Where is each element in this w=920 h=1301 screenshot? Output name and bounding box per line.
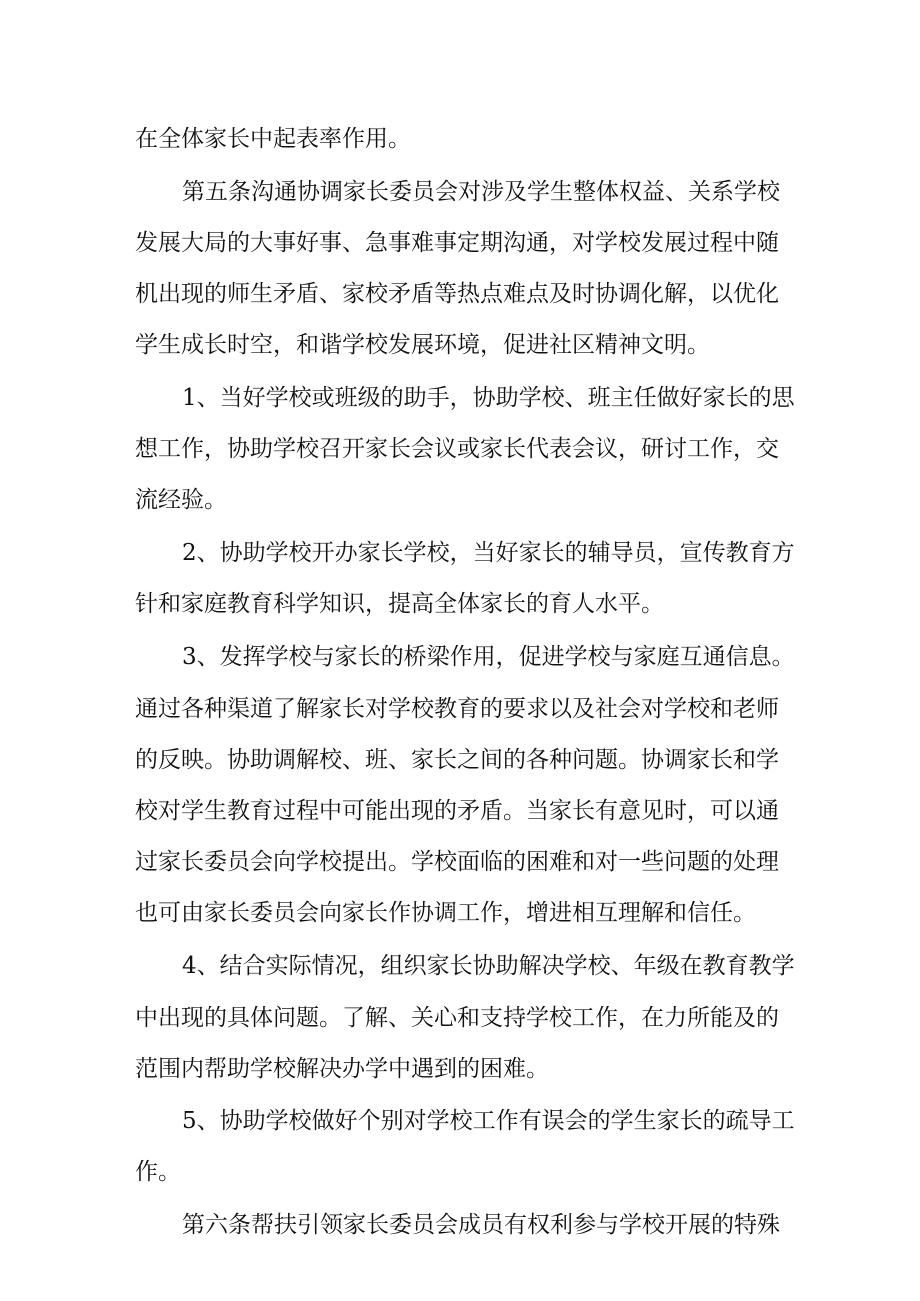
text-line: 针和家庭教育科学知识，提高全体家长的育人水平。 — [135, 591, 664, 617]
text-line: 1、当好学校或班级的助手，协助学校、班主任做好家长的思 — [182, 385, 795, 411]
text-line: 2、协助学校开办家长学校，当好家长的辅导员，宣传教育方 — [182, 540, 795, 566]
text-line: 过家长委员会向学校提出。学校面临的困难和对一些问题的处理 — [135, 849, 779, 875]
text-line: 通过各种渠道了解家长对学校教育的要求以及社会对学校和老师 — [135, 696, 779, 722]
text-line: 的反映。协助调解校、班、家长之间的各种问题。协调家长和学 — [135, 747, 779, 773]
text-line: 中出现的具体问题。了解、关心和支持学校工作，在力所能及的 — [135, 1005, 779, 1031]
text-line: 4、结合实际情况，组织家长协助解决学校、年级在教育教学 — [182, 953, 795, 979]
text-line: 第六条帮扶引领家长委员会成员有权利参与学校开展的特殊 — [182, 1212, 780, 1238]
text-line: 机出现的师生矛盾、家校矛盾等热点难点及时协调化解，以优化 — [135, 281, 779, 307]
text-line: 流经验。 — [135, 487, 227, 513]
text-line: 也可由家长委员会向家长作协调工作，增进相互理解和信任。 — [135, 900, 756, 926]
text-line: 学生成长时空，和谐学校发展环境，促进社区精神文明。 — [135, 332, 710, 358]
text-line: 想工作，协助学校召开家长会议或家长代表会议，研讨工作，交 — [135, 436, 779, 462]
text-line: 范围内帮助学校解决办学中遇到的困难。 — [135, 1056, 549, 1082]
text-line: 5、协助学校做好个别对学校工作有误会的学生家长的疏导工 — [182, 1108, 795, 1134]
text-line: 发展大局的大事好事、急事难事定期沟通，对学校发展过程中随 — [135, 230, 779, 256]
text-line: 作。 — [135, 1159, 181, 1185]
text-line: 在全体家长中起表率作用。 — [135, 126, 411, 152]
text-line: 3、发挥学校与家长的桥梁作用，促进学校与家庭互通信息。 — [182, 644, 795, 670]
text-line: 校对学生教育过程中可能出现的矛盾。当家长有意见时，可以通 — [135, 798, 779, 824]
text-line: 第五条沟通协调家长委员会对涉及学生整体权益、关系学校 — [182, 179, 780, 205]
